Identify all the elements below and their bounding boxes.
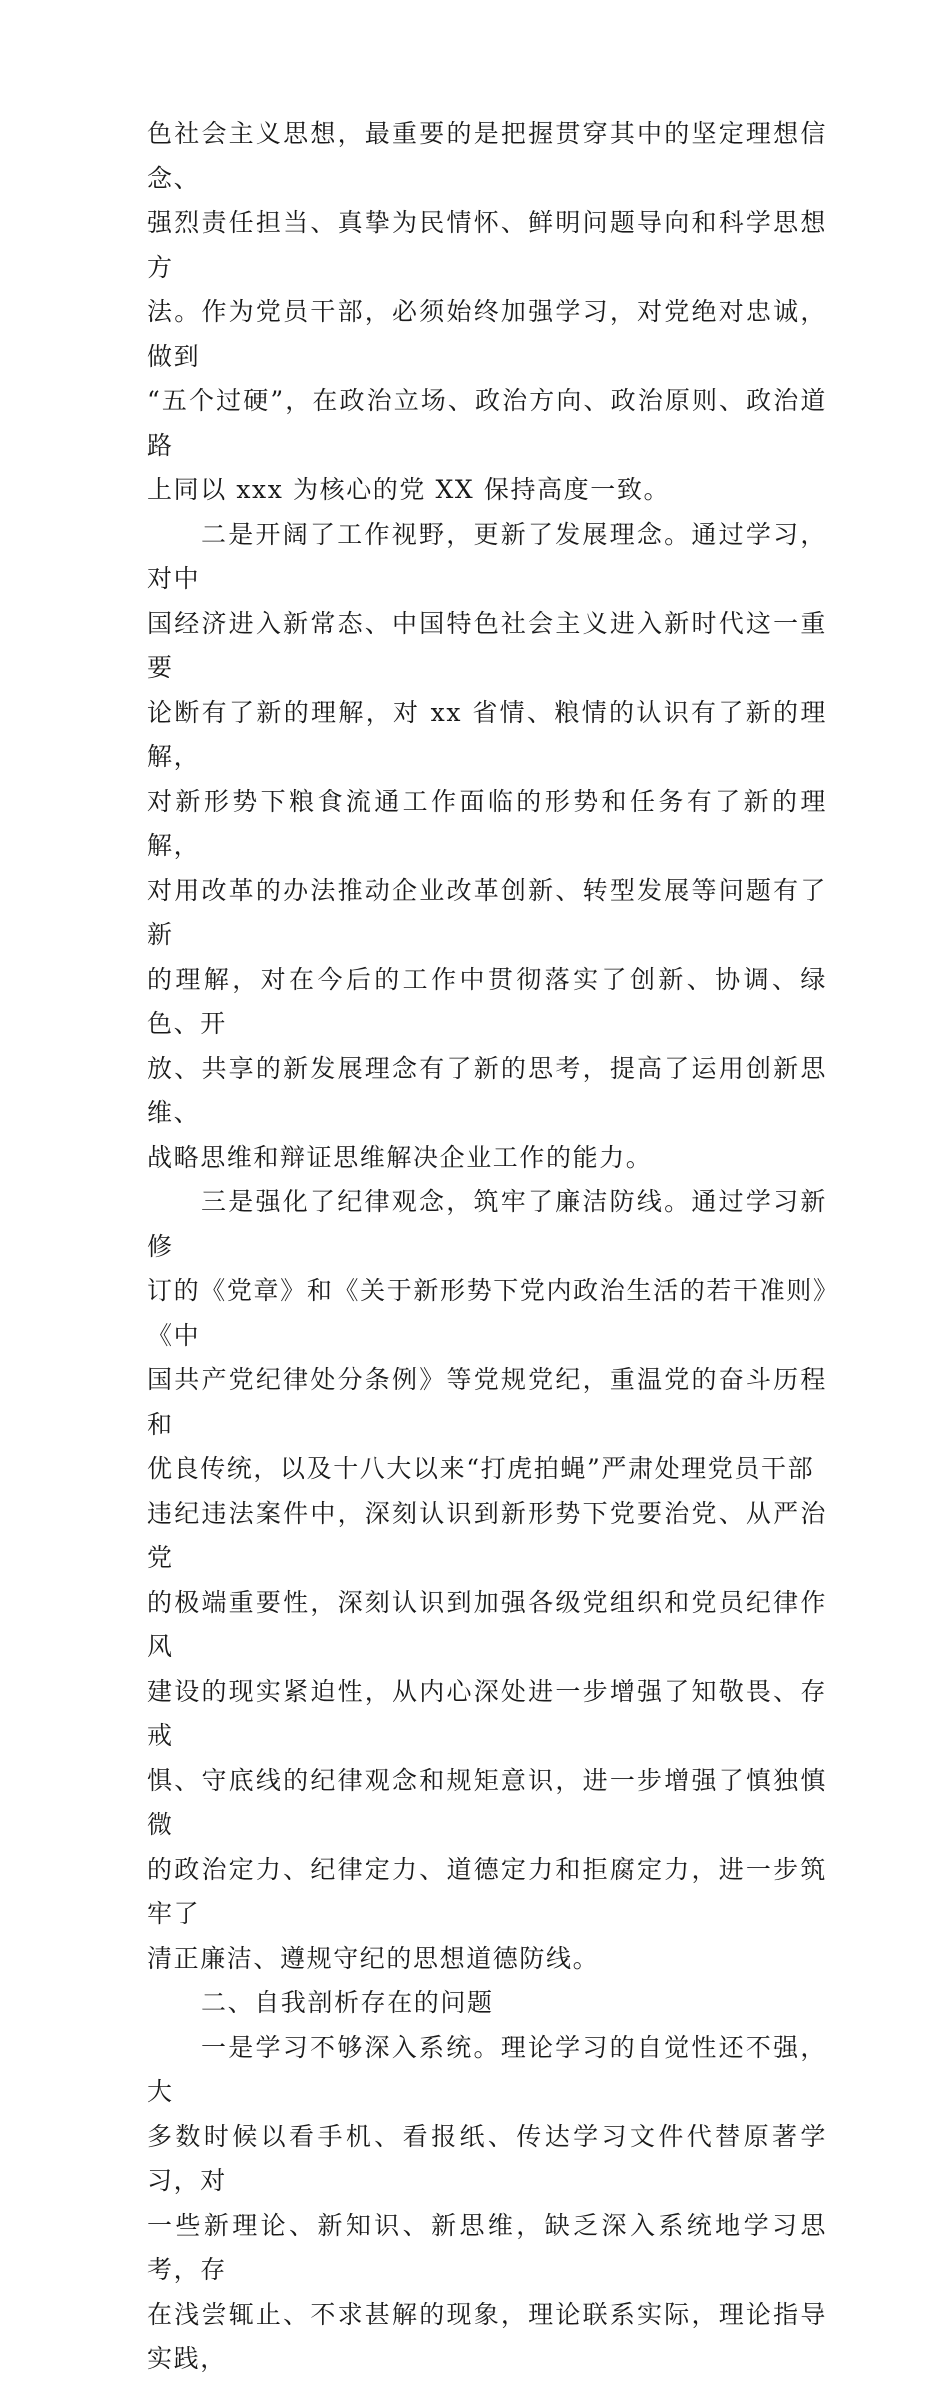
paragraph-point-two: 二是开阔了工作视野，更新了发展理念。通过学习，对中 国经济进入新常态、中国特色社会主义进入新时代这一重要 论断有了新的理解，对 xx 省情、粮情的认识有了新的理解， 对新形势下粮食流通工作面临的形势和任务有了新的理解， 对用改革的办法推动企业改革创新、转型发展等问题有了新 的理解，对在今后的工作中贯彻落实了创新、协调、绿色、开 放、共享的新发展理念有了新的思考，提高了运用创新思维、 战略思维和辩证思维解决企业工作的能力。 [147, 519, 827, 1172]
paragraph-problem-one: 一是学习不够深入系统。理论学习的自觉性还不强，大 多数时候以看手机、看报纸、传达学习文件代替原著学习，对 一些新理论、新知识、新思维，缺乏深入系统地学习思考，存 在浅尝辄止、不求甚解的现象，理论联系实际，理论指导实践， [147, 2032, 827, 2373]
paragraph-point-three: 三是强化了纪律观念，筑牢了廉洁防线。通过学习新修 订的《党章》和《关于新形势下党内政治生活的若干准则》《中 国共产党纪律处分条例》等党规党纪，重温党的奋斗历程和 优良传统，以及十八大以来“打虎拍蝇”严肃处理党员干部 违纪违法案件中，深刻认识到新形势下党要治党、从严治党 的极端重要性，深刻认识到加强各级党组织和党员纪律作风 建设的现实紧迫性，从内心深处进一步增强了知敬畏、存戒 惧、守底线的纪律观念和规矩意识，进一步增强了慎独慎微 的政治定力、纪律定力、道德定力和拒腐定力，进一步筑牢了 清正廉洁、遵规守纪的思想道德防线。 [147, 1187, 827, 1973]
document-body [147, 112, 827, 2382]
section-heading-self-analysis: 二、自我剖析存在的问题 [201, 1988, 494, 2017]
paragraph-continuation: 色社会主义思想，最重要的是把握贯穿其中的坚定理想信念、 强烈责任担当、真挚为民情怀、鲜明问题导向和科学思想方 法。作为党员干部，必须始终加强学习，对党绝对忠诚，做到 “五个过硬”，在政治立场、政治方向、政治原则、政治道路 上同以 xxx 为核心的党 XX 保持高度一致。 [147, 119, 827, 504]
